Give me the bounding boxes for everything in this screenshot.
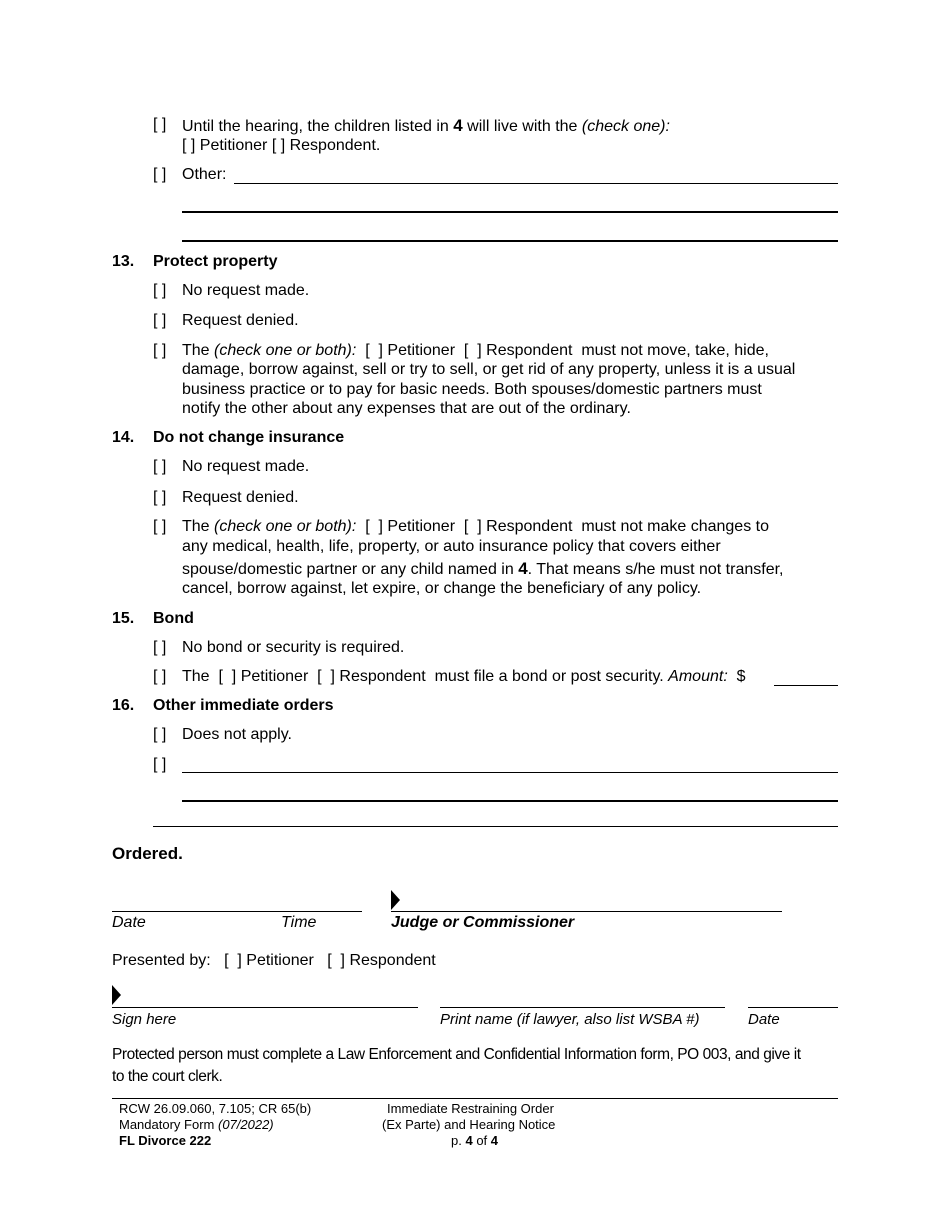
other-line-3[interactable]: [182, 240, 838, 242]
judge-caption: Judge or Commissioner: [391, 914, 575, 931]
s14-order-line4: cancel, borrow against, let expire, or change the beneficiary of any policy.: [182, 580, 702, 597]
date-caption: Date: [112, 914, 146, 931]
section-15-title: Bond: [153, 610, 194, 627]
footer-page-number: p. 4 of 4: [451, 1133, 499, 1148]
s13-order-line2: damage, borrow against, sell or try to sell, or get rid of any property, unless it is a usual: [182, 361, 796, 378]
footer-rcw: RCW 26.09.060, 7.105; CR 65(b): [119, 1101, 312, 1116]
s16-line-3[interactable]: [153, 826, 838, 827]
s16-line-2[interactable]: [182, 800, 838, 802]
checkbox-13-no-request[interactable]: [ ]: [153, 282, 167, 299]
sign-date-line[interactable]: [748, 1007, 838, 1008]
protected-note-line1: Protected person must complete a Law Enforcement and Confidential Information form, PO 003, and give it: [112, 1046, 801, 1063]
sign-arrow-icon: [391, 890, 400, 910]
s13-order-line1: The (check one or both): [ ] Petitioner [ ] Respondent must not move, take, hide,: [182, 342, 769, 359]
date-time-line[interactable]: [112, 911, 362, 912]
footer-title-2: (Ex Parte) and Hearing Notice: [382, 1117, 556, 1132]
checkbox-other[interactable]: [ ]: [153, 166, 167, 183]
s13-no-request-label: No request made.: [182, 282, 310, 299]
children-live-with-text: Until the hearing, the children listed in 4 will live with the (check one):: [182, 116, 670, 135]
sign-date-caption: Date: [748, 1011, 780, 1028]
section-13-title: Protect property: [153, 253, 278, 270]
other-line-1[interactable]: [234, 183, 838, 184]
children-live-with-options[interactable]: [ ] Petitioner [ ] Respondent.: [182, 137, 381, 154]
checkbox-14-denied[interactable]: [ ]: [153, 489, 167, 506]
section-15-number: 15.: [112, 610, 135, 627]
checkbox-14-order[interactable]: [ ]: [153, 518, 167, 535]
judge-signature-line[interactable]: [391, 911, 782, 912]
section-16-title: Other immediate orders: [153, 697, 334, 714]
sign-here-arrow-icon: [112, 985, 121, 1005]
checkbox-15-no-bond[interactable]: [ ]: [153, 639, 167, 656]
s16-does-not-apply-label: Does not apply.: [182, 726, 292, 743]
s14-order-line1: The (check one or both): [ ] Petitioner [ ] Respondent must not make changes to: [182, 518, 769, 535]
s14-order-line3: spouse/domestic partner or any child named in 4. That means s/he must not transfer,: [182, 559, 784, 578]
time-caption: Time: [281, 914, 317, 931]
section-16-number: 16.: [112, 697, 135, 714]
print-name-line[interactable]: [440, 1007, 725, 1008]
presented-by[interactable]: Presented by: [ ] Petitioner [ ] Respondent: [112, 952, 436, 969]
s15-bond-label: The [ ] Petitioner [ ] Respondent must file a bond or post security. Amount: $: [182, 668, 746, 685]
s15-no-bond-label: No bond or security is required.: [182, 639, 405, 656]
sign-here-caption: Sign here: [112, 1011, 177, 1028]
s16-line-1[interactable]: [182, 772, 838, 773]
sign-here-line[interactable]: [112, 1007, 418, 1008]
footer-mandatory: Mandatory Form (07/2022): [119, 1117, 274, 1132]
section-13-number: 13.: [112, 253, 135, 270]
footer-rule: [112, 1098, 838, 1099]
section-14-number: 14.: [112, 429, 135, 446]
bond-amount-field[interactable]: [774, 685, 838, 686]
other-line-2[interactable]: [182, 211, 838, 213]
footer-title-1: Immediate Restraining Order: [387, 1101, 554, 1116]
ordered-heading: Ordered.: [112, 844, 183, 863]
checkbox-14-no-request[interactable]: [ ]: [153, 458, 167, 475]
s14-no-request-label: No request made.: [182, 458, 310, 475]
checkbox-children-live-with[interactable]: [ ]: [153, 116, 167, 133]
s13-order-line3: business practice or to pay for basic needs. Both spouses/domestic partners must: [182, 381, 762, 398]
print-name-caption: Print name (if lawyer, also list WSBA #): [440, 1011, 700, 1028]
s14-order-line2: any medical, health, life, property, or auto insurance policy that covers either: [182, 538, 721, 555]
checkbox-15-bond[interactable]: [ ]: [153, 668, 167, 685]
other-label: Other:: [182, 166, 227, 183]
s13-order-line4: notify the other about any expenses that are out of the ordinary.: [182, 400, 631, 417]
section-14-title: Do not change insurance: [153, 429, 345, 446]
s13-denied-label: Request denied.: [182, 312, 299, 329]
checkbox-13-denied[interactable]: [ ]: [153, 312, 167, 329]
checkbox-13-order[interactable]: [ ]: [153, 342, 167, 359]
checkbox-16-does-not-apply[interactable]: [ ]: [153, 726, 167, 743]
checkbox-16-other[interactable]: [ ]: [153, 756, 167, 773]
footer-form-id: FL Divorce 222: [119, 1133, 212, 1148]
s14-denied-label: Request denied.: [182, 489, 299, 506]
protected-note-line2: to the court clerk.: [112, 1068, 223, 1085]
